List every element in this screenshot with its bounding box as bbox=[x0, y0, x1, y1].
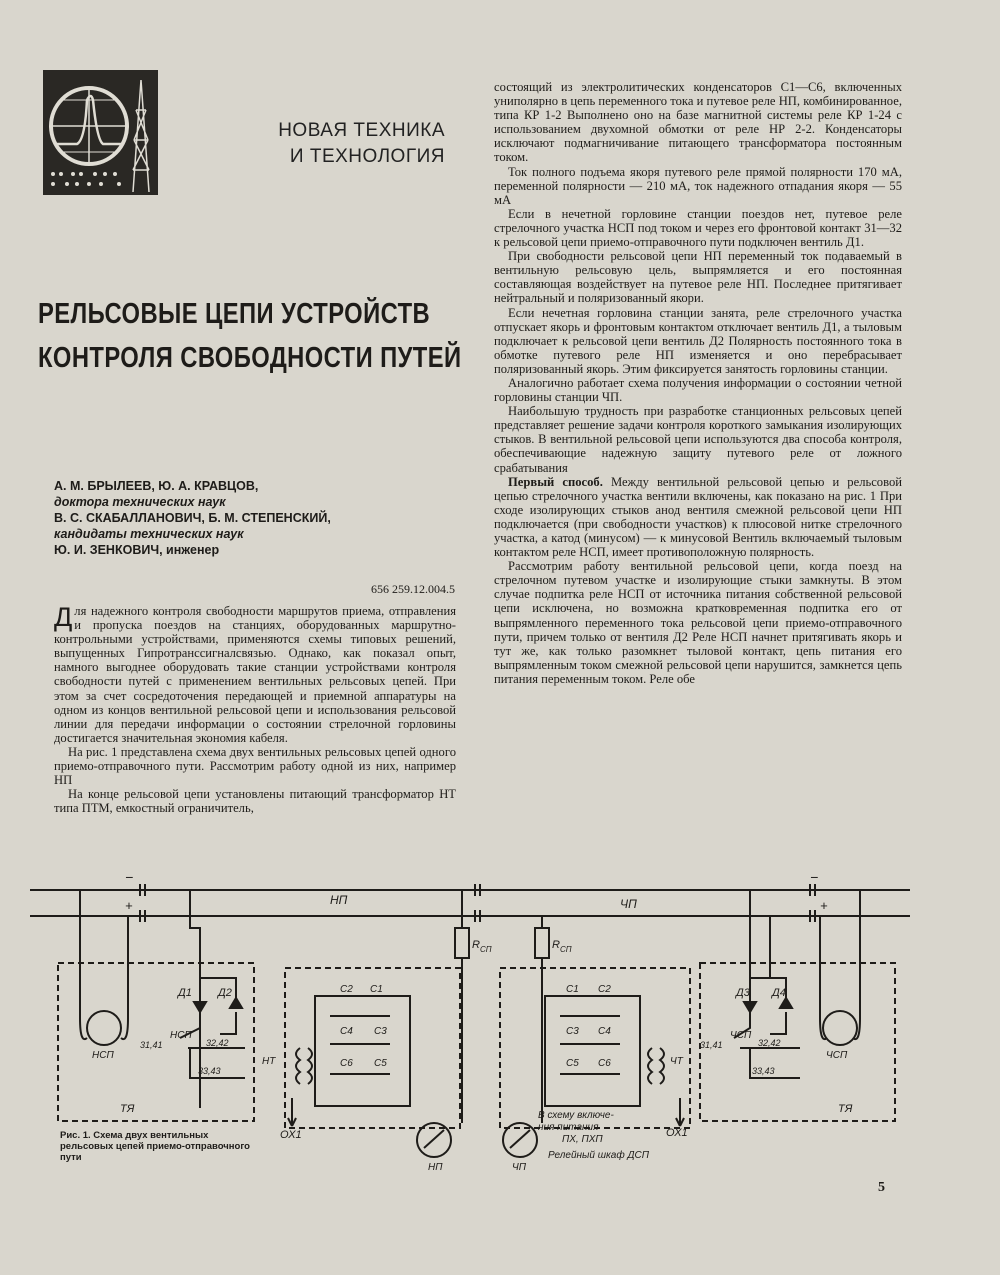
paragraph bbox=[494, 475, 902, 560]
svg-text:+: + bbox=[820, 898, 828, 913]
lead-in: Первый способ. bbox=[508, 474, 603, 489]
svg-text:Д1: Д1 bbox=[178, 987, 192, 999]
paragraph: Аналогично работает схема получения информации о состоянии четной горловины станции ЧП. bbox=[494, 375, 902, 405]
svg-text:НП: НП bbox=[428, 1162, 443, 1173]
paragraph: Для надежного контроля свободности маршрутов приема, отправления и пропуска поездов на станциях, оборудованных маршрутно-контрольными устройствами, применяются схемы типовых решений, выпущенных Гипротранссигналсвязью. Однако, как показал опыт, намного выгоднее оборудовать такие станции устройствами контроля свободности путей с применением вентильных рельсовых цепей. При этом за счет сосредоточения передающей и приемной аппаратуры на одном из концов вентильной рельсовой цепи и использования рельсовой линии для передачи информации о состоянии стрелочной горловины достигается значительная экономия кабеля. bbox=[54, 602, 456, 745]
svg-text:В схему включе-: В схему включе- bbox=[538, 1110, 614, 1121]
svg-text:−: − bbox=[810, 869, 819, 885]
svg-text:С3: С3 bbox=[374, 1026, 387, 1037]
left-column bbox=[54, 604, 456, 815]
svg-text:ЧТ: ЧТ bbox=[670, 1056, 683, 1067]
author-names: В. С. СКАБАЛЛАНОВИЧ, Б. М. СТЕПЕНСКИЙ, bbox=[54, 511, 331, 525]
author-degree: кандидаты технических наук bbox=[54, 527, 244, 541]
authors-block bbox=[54, 478, 464, 558]
title-line-1: РЕЛЬСОВЫЕ ЦЕПИ УСТРОЙСТВ bbox=[38, 298, 431, 330]
svg-text:Д3: Д3 bbox=[736, 987, 750, 999]
drop-cap: Д bbox=[54, 602, 73, 632]
svg-text:31,41: 31,41 bbox=[700, 1040, 723, 1050]
right-column bbox=[494, 80, 902, 686]
svg-text:Д2: Д2 bbox=[218, 987, 232, 999]
paragraph: Ток полного подъема якоря путевого реле прямой полярности 170 мА, переменной полярности — 210 мА, ток надежного отпадания якоря — 55 мА bbox=[494, 164, 902, 207]
figure-caption: Рис. 1. Схема двух вентильных рельсовых цепей приемо-отправочного пути bbox=[60, 1130, 250, 1163]
svg-text:R: R bbox=[472, 939, 480, 951]
svg-text:ЧП: ЧП bbox=[620, 897, 637, 911]
paragraph: Если в нечетной горловине станции поездов нет, путевое реле стрелочного участка НСП под током и через его фронтовой контакт 31—32 к рельсовой цепи приемо-отправочного пути подключен вентиль Д1. bbox=[494, 206, 902, 250]
author-degree: доктора технических наук bbox=[54, 495, 226, 509]
svg-text:Д4: Д4 bbox=[772, 987, 786, 999]
paragraph: Рассмотрим работу вентильной рельсовой цепи, когда поезд на стрелочном путевом участке и изолирующие стыки замкнуты. В этом случае подпитка реле НСП от источника питания собственной рельсовой цепи исключена, но возможна кратковременная подпитка его от выпрямленного переменного тока рельсовой цепи приемо-отправочного пути, причем только от вентиля Д2 Реле НСП начнет притягивать якорь и тут же, как только разомкнет тыловой контакт, цепь питания его выпрямленным током смежной рельсовой цепи нарушится, замкнется цепь питания переменным током. Реле обе bbox=[494, 559, 902, 686]
paragraph: При свободности рельсовой цепи НП переменный ток подаваемый в вентильную рельсовую цель, выпрямляется и его постоянная составляющая воздействует на путевое реле НП. Последнее притягивает нейтральный и поляризованный якори. bbox=[494, 249, 902, 306]
section-line-1: НОВАЯ ТЕХНИКА bbox=[278, 120, 445, 141]
svg-text:С1: С1 bbox=[566, 984, 579, 995]
svg-text:С5: С5 bbox=[566, 1058, 579, 1069]
svg-text:СП: СП bbox=[480, 945, 492, 954]
svg-text:ОХ1: ОХ1 bbox=[280, 1129, 302, 1141]
svg-text:НСП: НСП bbox=[170, 1030, 192, 1041]
svg-text:32,42: 32,42 bbox=[758, 1038, 781, 1048]
svg-text:С4: С4 bbox=[340, 1026, 353, 1037]
svg-text:ОХ1: ОХ1 bbox=[666, 1127, 688, 1139]
paragraph-text: Между вентильной рельсовой цепью и рельсовой цепью стрелочного участка вентили включены, как показано на рис. 1 При сходе изолирующих стыков анод вентиля смежной рельсовой цепи НП подключается (при свободности участков) к плюсовой нитке стрелочного участка, а катод (минусом) — к минусовой Вентиль включаемый тыловым контактом реле НСП, имеет противоположную полярность. bbox=[494, 474, 902, 560]
svg-text:СП: СП bbox=[560, 945, 572, 954]
svg-text:НТ: НТ bbox=[262, 1056, 276, 1067]
svg-text:ЧП: ЧП bbox=[512, 1162, 526, 1173]
page-number: 5 bbox=[878, 1180, 885, 1195]
svg-text:+: + bbox=[125, 898, 133, 913]
paragraph: Если нечетная горловина станции занята, реле стрелочного участка отпускает якорь и фронтовым контактом отключает вентиль Д1, а тыловым подключает к рельсовой цепи вентиль Д2 Полярность постоянного тока в обмотке путевого реле НП изменяется и оно перебрасывает поляризованный якорь. Этим фиксируется занятость горловины станции. bbox=[494, 305, 902, 376]
svg-text:Релейный шкаф ДСП: Релейный шкаф ДСП bbox=[548, 1150, 649, 1161]
svg-text:С2: С2 bbox=[340, 984, 353, 995]
svg-text:С2: С2 bbox=[598, 984, 611, 995]
svg-text:С6: С6 bbox=[340, 1058, 353, 1069]
udc-code: 656 259.12.004.5 bbox=[371, 582, 455, 596]
svg-text:ЧСП: ЧСП bbox=[826, 1050, 848, 1061]
svg-text:С4: С4 bbox=[598, 1026, 611, 1037]
svg-text:33,43: 33,43 bbox=[752, 1066, 775, 1076]
svg-text:ТЯ: ТЯ bbox=[838, 1103, 853, 1115]
svg-text:ния питания: ния питания bbox=[538, 1122, 599, 1133]
author-names: Ю. И. ЗЕНКОВИЧ, инженер bbox=[54, 543, 220, 557]
svg-text:ПХ, ПХП: ПХ, ПХП bbox=[562, 1134, 603, 1145]
svg-text:R: R bbox=[552, 939, 560, 951]
svg-text:С1: С1 bbox=[370, 984, 383, 995]
section-line-2: И ТЕХНОЛОГИЯ bbox=[289, 146, 445, 167]
svg-text:ЧСП: ЧСП bbox=[730, 1030, 752, 1041]
svg-text:С6: С6 bbox=[598, 1058, 611, 1069]
journal-logo bbox=[43, 70, 158, 195]
author-names: А. М. БРЫЛЕЕВ, Ю. А. КРАВЦОВ, bbox=[54, 479, 259, 493]
svg-text:НСП: НСП bbox=[92, 1050, 114, 1061]
paragraph: Наибольшую трудность при разработке станционных рельсовых цепей представляет решение задачи контроля короткого замыкания изолирующих стыков. В вентильной рельсовой цепи используются два способа контроля, обеспечивающие надежную защиту путевого реле от ложного срабатывания bbox=[494, 404, 902, 475]
title-line-2: КОНТРОЛЯ СВОБОДНОСТИ ПУТЕЙ bbox=[38, 342, 462, 374]
article-title bbox=[38, 292, 462, 380]
svg-text:33,43: 33,43 bbox=[198, 1066, 221, 1076]
svg-text:НП: НП bbox=[330, 893, 348, 907]
svg-text:31,41: 31,41 bbox=[140, 1040, 163, 1050]
svg-text:ТЯ: ТЯ bbox=[120, 1103, 135, 1115]
paragraph: На рис. 1 представлена схема двух вентильных рельсовых цепей одного приемо-отправочного пути. Рассмотрим работу одной из них, например НП bbox=[54, 744, 456, 788]
svg-text:С5: С5 bbox=[374, 1058, 387, 1069]
svg-text:С3: С3 bbox=[566, 1026, 579, 1037]
paragraph: На конце рельсовой цепи установлены питающий трансформатор НТ типа ПТМ, емкостный ограничитель, bbox=[54, 787, 456, 816]
section-heading bbox=[255, 118, 445, 170]
svg-text:32,42: 32,42 bbox=[206, 1038, 229, 1048]
svg-text:−: − bbox=[125, 869, 134, 885]
paragraph: состоящий из электролитических конденсаторов С1—С6, включенных униполярно в цепь переменного тока и путевое реле НП, комбинированное, типа КР 1-2 Выполнено оно на базе магнитной системы реле КР 1-24 с использованием двухомной обмотки от реле НР 2-2. Конденсаторы исключают подмагничивание питающего трансформатора постоянным током. bbox=[494, 80, 902, 165]
